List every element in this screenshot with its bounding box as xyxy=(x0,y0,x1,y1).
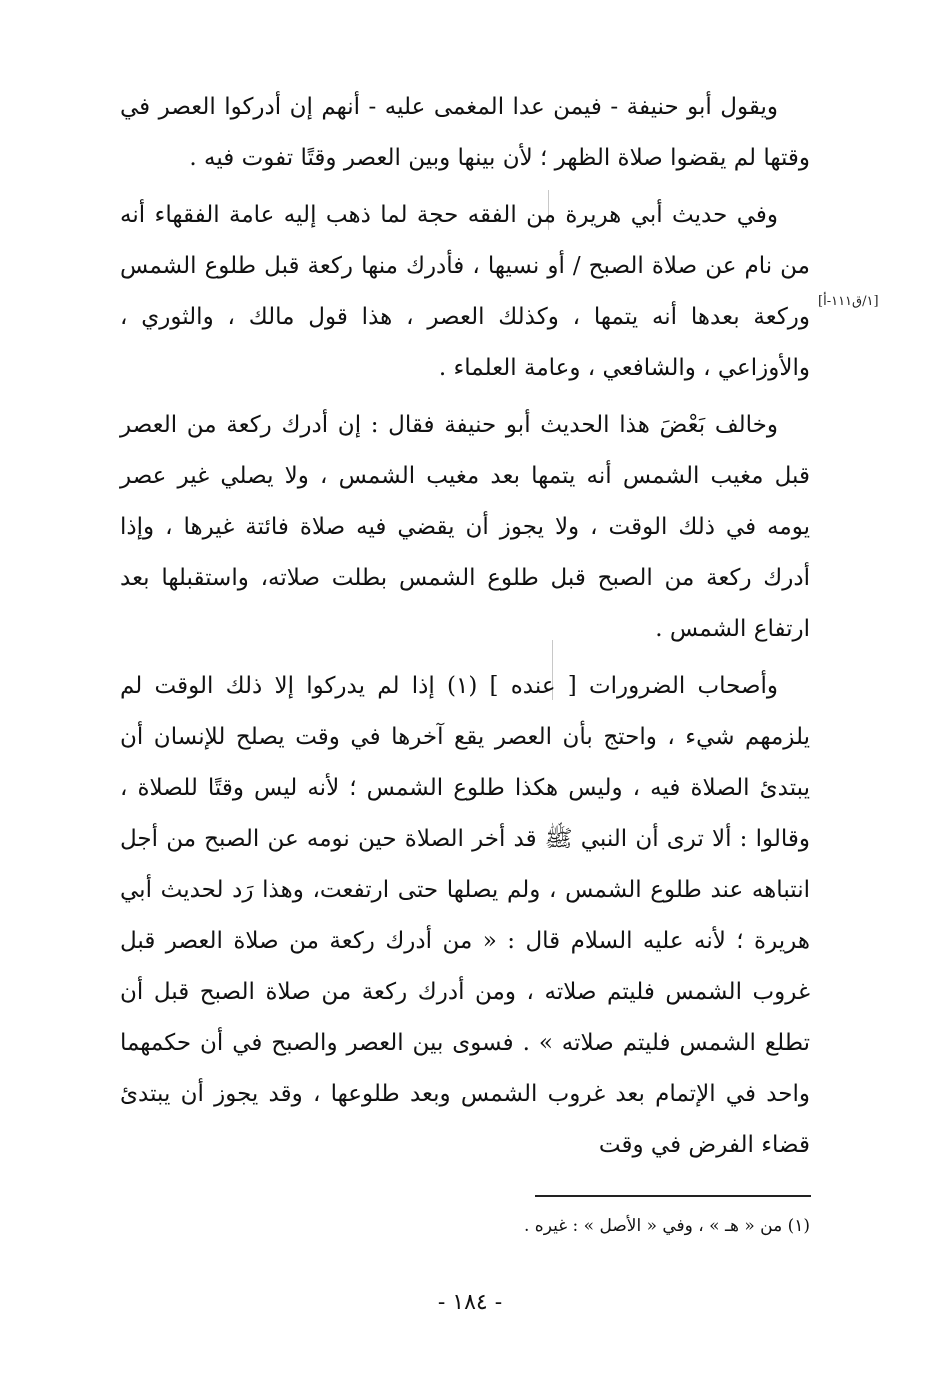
margin-manuscript-reference: [١/ق١١١-أ] xyxy=(818,294,879,309)
page-number: - ١٨٤ - xyxy=(437,1290,503,1315)
footnote-separator xyxy=(535,1195,811,1197)
main-text xyxy=(120,82,810,1171)
paragraph-2: وفي حديث أبي هريرة من الفقه حجة لما ذهب إليه عامة الفقهاء أنه من نام عن صلاة الصبح / أو نسيها ، فأدرك منها ركعة قبل طلوع الشمس وركعة بعدها أنه يتمها ، وكذلك العصر ، هذا قول مالك ، والثوري ، والأوزاعي ، والشافعي ، وعامة العلماء . xyxy=(120,202,810,381)
paragraph-3: وخالف بَعْضَ هذا الحديث أبو حنيفة فقال : إن أدرك ركعة من العصر قبل مغيب الشمس أنه يتمها بعد مغيب الشمس ، ولا يصلي غير عصر يومه في ذلك الوقت ، ولا يجوز أن يقضي فيه صلاة فائتة غيرها ، وإذا أدرك ركعة من الصبح قبل طلوع الشمس بطلت صلاته، واستقبلها بعد ارتفاع الشمس . xyxy=(120,412,810,642)
paragraph-4: وأصحاب الضرورات [ عنده ] (١) إذا لم يدركوا إلا ذلك الوقت لم يلزمهم شيء ، واحتج بأن العصر يقع آخرها في وقت يصلح للإنسان أن يبتدئ الصلاة فيه ، وليس هكذا طلوع الشمس ؛ لأنه ليس وقتًا للصلاة ، وقالوا : ألا ترى أن النبي ﷺ قد أخر الصلاة حين نومه عن الصبح من أجل انتباهه عند طلوع الشمس ، ولم يصلها حتى ارتفعت، وهذا رَد لحديث أبي هريرة ؛ لأنه عليه السلام قال : « من أدرك ركعة من صلاة العصر قبل غروب الشمس فليتم صلاته ، ومن أدرك ركعة من صلاة الصبح قبل أن تطلع الشمس فليتم صلاته » . فسوى بين العصر والصبح في أن حكمهما واحد في الإتمام بعد غروب الشمس وبعد طلوعها ، وقد يجوز أن يبتدئ قضاء الفرض في وقت xyxy=(120,673,810,1158)
paragraph-1: ويقول أبو حنيفة - فيمن عدا المغمى عليه - أنهم إن أدركوا العصر في وقتها لم يقضوا صلاة الظهر ؛ لأن بينها وبين العصر وقتًا تفوت فيه . xyxy=(120,94,810,171)
footnote: (١) من « هـ » ، وفي « الأصل » : غيره . xyxy=(523,1216,810,1236)
